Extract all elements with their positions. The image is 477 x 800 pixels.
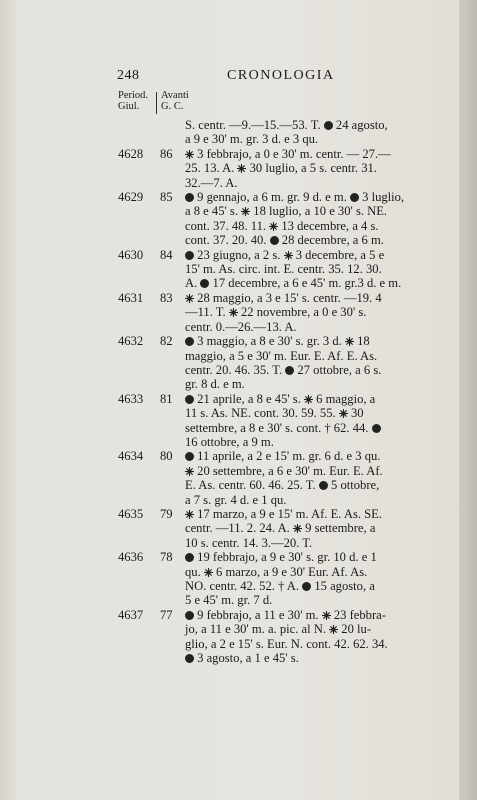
period-heading-line: Giul. [118, 101, 140, 112]
solar-eclipse-icon [322, 609, 331, 618]
eclipse-description [185, 391, 376, 450]
entry-text: qu. [185, 564, 204, 579]
entry-text: a 7 s. gr. 4 d. e 1 qu. [185, 492, 287, 507]
year-before-christ: 83 [160, 290, 173, 305]
entry-text: maggio, a 5 e 30' m. Eur. E. Af. E. As. [185, 348, 378, 363]
eclipse-description [185, 607, 388, 666]
lunar-eclipse-icon [185, 654, 194, 663]
entry-text: 9 gennajo, a 6 m. gr. 9 d. e m. [194, 190, 350, 205]
lunar-eclipse-icon [302, 582, 311, 591]
avanti-heading-line: G. C. [161, 101, 184, 112]
year-before-christ: 79 [160, 506, 173, 521]
lunar-eclipse-icon [185, 553, 194, 562]
lunar-eclipse-icon [324, 121, 333, 130]
chronology-entry [118, 449, 383, 507]
entry-text: 30 [347, 406, 364, 421]
entry-text: 9 settembre, a [301, 521, 376, 536]
lunar-eclipse-icon [185, 395, 194, 404]
eclipse-description [185, 506, 383, 550]
year-before-christ: 77 [160, 607, 173, 622]
entry-text: 3 febbrajo, a 0 e 30' m. centr. — 27.— [194, 146, 391, 161]
lunar-eclipse-icon [350, 193, 359, 202]
chronology-entry [118, 506, 383, 550]
entry-text: 24 agosto, [332, 118, 388, 132]
entry-text: 19 febbrajo, a 9 e 30' s. gr. 10 d. e 1 [194, 550, 377, 565]
lunar-eclipse-icon [185, 193, 194, 202]
entry-text: 3 decembre, a 5 e [292, 247, 385, 262]
chronology-entry [118, 550, 377, 608]
entry-text: 6 maggio, a [313, 391, 376, 406]
julian-period-year: 4636 [118, 550, 144, 565]
julian-period-year: 4628 [118, 146, 144, 161]
julian-period-year: 4637 [118, 607, 144, 622]
entry-text: 17 marzo, a 9 e 15' m. Af. E. As. SE. [194, 506, 383, 521]
solar-eclipse-icon [241, 205, 250, 214]
solar-eclipse-icon [329, 623, 338, 632]
entry-text: cont. 37. 48. 11. [185, 218, 270, 233]
entry-text: E. As. centr. 60. 46. 25. T. [185, 478, 319, 493]
lunar-eclipse-icon [285, 366, 294, 375]
entry-text: jo, a 11 e 30' m. a. pic. al N. [185, 622, 330, 637]
solar-eclipse-icon [185, 508, 194, 517]
solar-eclipse-icon [345, 335, 354, 344]
eclipse-description [185, 334, 382, 392]
year-before-christ: 80 [160, 449, 173, 464]
entry-text: 13 decembre, a 4 s. [278, 218, 379, 233]
year-before-christ: 86 [160, 146, 173, 161]
entry-text: 5 ottobre, [327, 478, 380, 493]
eclipse-description [185, 290, 382, 334]
year-before-christ: 84 [160, 247, 173, 262]
chronology-entry [118, 247, 402, 291]
solar-eclipse-icon [229, 306, 238, 315]
lunar-eclipse-icon [319, 481, 328, 490]
solar-eclipse-icon [339, 407, 348, 416]
entry-text: 3 maggio, a 8 e 30' s. gr. 3 d. [194, 334, 345, 349]
entry-text: 18 luglio, a 10 e 30' s. NE. [250, 204, 388, 219]
entry-text: a 8 e 45' s. [185, 204, 242, 219]
lunar-eclipse-icon [185, 337, 194, 346]
entry-text: 18 [353, 334, 370, 349]
solar-eclipse-icon [204, 566, 213, 575]
entry-text: 3 agosto, a 1 e 45' s. [194, 651, 299, 666]
year-before-christ: 85 [160, 190, 173, 205]
year-before-christ: 81 [160, 391, 173, 406]
avanti-heading-line: Avanti [161, 90, 189, 101]
julian-period-year: 4629 [118, 190, 144, 205]
entry-text: a 9 e 30' m. gr. 3 d. e 3 qu. [185, 132, 319, 147]
entry-text: cont. 37. 20. 40. [185, 233, 270, 248]
entry-text: 28 maggio, a 3 e 15' s. centr. —19. 4 [194, 290, 382, 305]
chronology-entry [118, 290, 382, 334]
julian-period-year: 4634 [118, 449, 144, 464]
solar-eclipse-icon [284, 249, 293, 258]
entry-text: 11 s. As. NE. cont. 30. 59. 55. [185, 406, 339, 421]
entry-text: S. centr. —9.—15.—53. T. [185, 118, 324, 132]
period-heading-line: Period. [118, 90, 149, 101]
chronology-entry [118, 607, 388, 666]
column-separator [156, 92, 157, 114]
entry-text: centr. —11. 2. 24. A. [185, 521, 293, 536]
entry-text: centr. 20. 46. 35. T. [185, 362, 286, 377]
solar-eclipse-icon [304, 393, 313, 402]
eclipse-description [185, 146, 391, 190]
avanti-column-heading [161, 90, 201, 112]
entry-text: 32.—7. A. [185, 175, 238, 190]
entry-text: 27 ottobre, a 6 s. [294, 362, 382, 377]
chronology-entry [118, 391, 376, 450]
eclipse-description [185, 247, 402, 291]
eclipse-description [185, 118, 388, 147]
lunar-eclipse-icon [372, 424, 381, 433]
julian-period-year: 4631 [118, 290, 144, 305]
page-number: 248 [117, 68, 140, 83]
running-title: CRONOLOGIA [227, 68, 335, 83]
entry-text: 30 luglio, a 5 s. centr. 31. [246, 161, 377, 176]
lunar-eclipse-icon [185, 611, 194, 620]
entry-text: 15' m. As. circ. int. E. centr. 35. 12. 30. [185, 262, 382, 277]
entry-text: settembre, a 8 e 30' s. cont. † 62. 44. [185, 420, 372, 435]
lunar-eclipse-icon [185, 452, 194, 461]
solar-eclipse-icon [185, 292, 194, 301]
chronology-entry [118, 334, 382, 392]
entry-text: 25. 13. A. [185, 161, 238, 176]
entry-text: 20 lu- [338, 622, 372, 637]
chronology-entry [118, 190, 405, 248]
chronology-entries [118, 118, 405, 666]
solar-eclipse-icon [185, 148, 194, 157]
eclipse-description [185, 550, 377, 608]
entry-text: 3 luglio, [359, 190, 405, 205]
entry-text: 21 aprile, a 8 e 45' s. [194, 391, 304, 406]
entry-text: A. [185, 276, 201, 291]
julian-period-year: 4632 [118, 334, 144, 349]
entry-text: 17 decembre, a 6 e 45' m. gr.3 d. e m. [209, 276, 402, 291]
entry-text: 5 e 45' m. gr. 7 d. [185, 593, 273, 608]
entry-text: 23 giugno, a 2 s. [194, 247, 284, 262]
solar-eclipse-icon [269, 220, 278, 229]
chronology-entry [118, 118, 388, 147]
year-before-christ: 78 [160, 550, 173, 565]
julian-period-year: 4630 [118, 247, 144, 262]
entry-text: NO. centr. 42. 52. † A. [185, 579, 303, 593]
entry-text: 9 febbrajo, a 11 e 30' m. [194, 607, 322, 622]
julian-period-year: 4633 [118, 391, 144, 406]
chronology-entry [118, 146, 391, 190]
entry-text: —11. T. [185, 305, 229, 320]
julian-period-year: 4635 [118, 506, 144, 521]
entry-text: gr. 8 d. e m. [185, 377, 245, 392]
entry-text: 28 decembre, a 6 m. [278, 233, 384, 248]
lunar-eclipse-icon [270, 236, 279, 245]
eclipse-description [185, 190, 405, 248]
page-edge [459, 0, 477, 800]
entry-text: 11 aprile, a 2 e 15' m. gr. 6 d. e 3 qu. [194, 449, 381, 464]
entry-text: glio, a 2 e 15' s. Eur. N. cont. 42. 62. 34. [185, 636, 388, 651]
year-before-christ: 82 [160, 334, 173, 349]
entry-text: 22 novembre, a 0 e 30' s. [237, 305, 367, 320]
entry-text: 15 agosto, a [311, 579, 375, 593]
entry-text: 16 ottobre, a 9 m. [185, 434, 274, 449]
solar-eclipse-icon [185, 465, 194, 474]
period-column-heading [118, 90, 154, 112]
entry-text: 10 s. centr. 14. 3.—20. T. [185, 535, 313, 550]
entry-text: 6 marzo, a 9 e 30' Eur. Af. As. [212, 564, 368, 579]
solar-eclipse-icon [293, 522, 302, 531]
entry-text: centr. 0.—26.—13. A. [185, 319, 297, 334]
eclipse-description [185, 449, 383, 507]
lunar-eclipse-icon [185, 251, 194, 260]
running-header [117, 68, 367, 86]
entry-text: 20 settembre, a 6 e 30' m. Eur. E. Af. [194, 463, 383, 478]
entry-text: 23 febbra- [330, 607, 386, 622]
